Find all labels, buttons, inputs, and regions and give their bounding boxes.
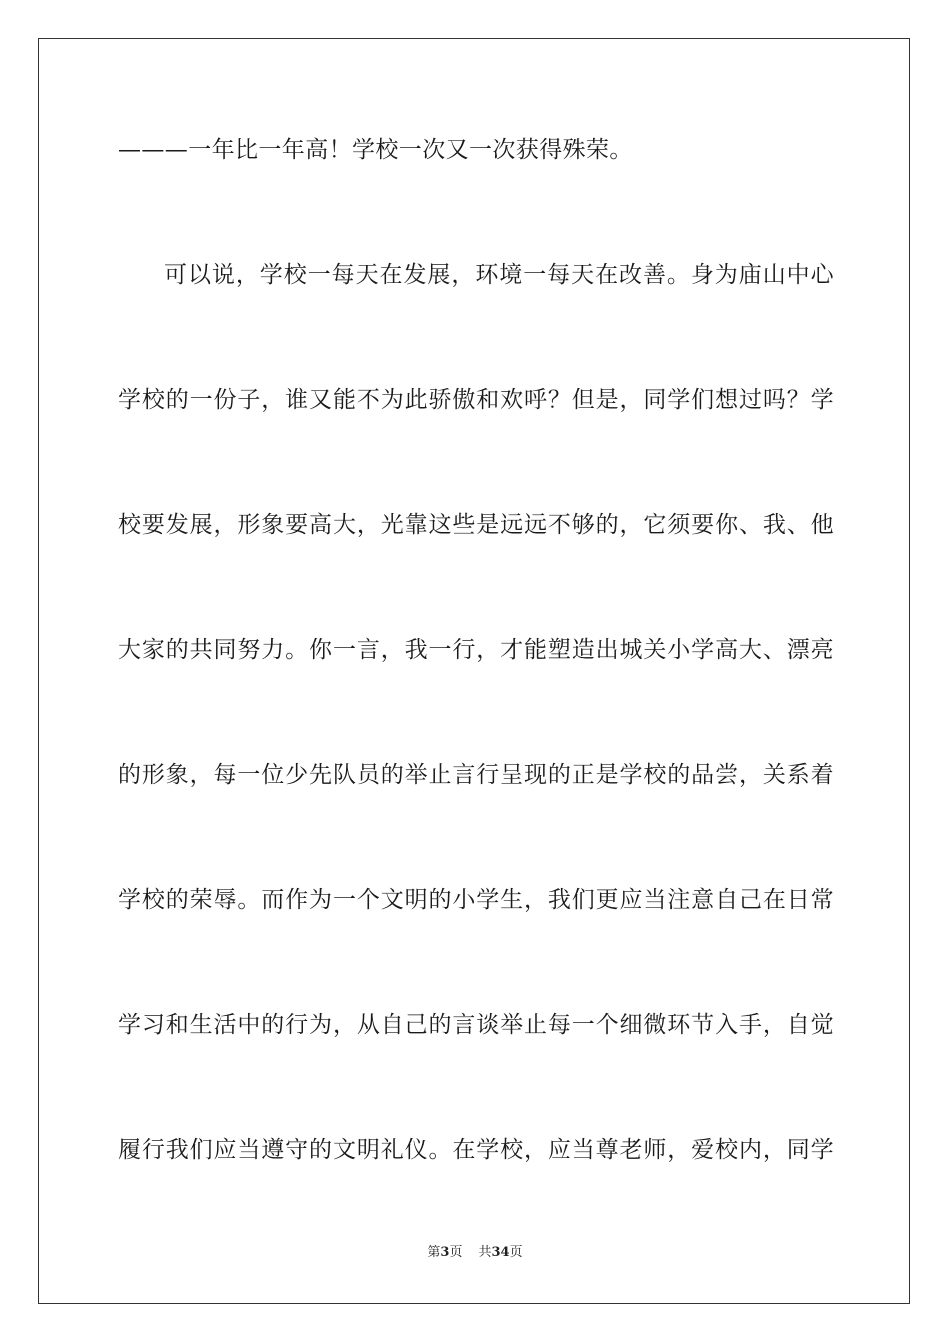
page-footer: [0, 1245, 950, 1261]
page-suffix: 页: [449, 1245, 463, 1260]
text-line-2: 可以说，学校一每天在发展，环境一每天在改善。身为庙山中心: [164, 262, 834, 288]
text-line-4: 校要发展，形象要高大，光靠这些是远远不够的，它须要你、我、他: [118, 512, 834, 538]
page-border: [38, 38, 910, 1304]
text-line-9: 履行我们应当遵守的文明礼仪。在学校，应当尊老师，爱校内，同学: [118, 1137, 834, 1163]
text-line-5: 大家的共同努力。你一言，我一行，才能塑造出城关小学高大、漂亮: [118, 637, 834, 663]
page-prefix: 第: [427, 1245, 441, 1260]
total-pages: 34: [491, 1245, 510, 1260]
text-line-3: 学校的一份子，谁又能不为此骄傲和欢呼？但是，同学们想过吗？学: [118, 387, 834, 413]
text-line-8: 学习和生活中的行为，从自己的言谈举止每一个细微环节入手，自觉: [118, 1012, 834, 1038]
total-suffix: 页: [509, 1245, 523, 1260]
text-line-7: 学校的荣辱。而作为一个文明的小学生，我们更应当注意自己在日常: [118, 887, 834, 913]
text-line-1: ———一年比一年高！学校一次又一次获得殊荣。: [118, 137, 633, 163]
text-line-6: 的形象，每一位少先队员的举止言行呈现的正是学校的品尝，关系着: [118, 762, 834, 788]
total-prefix: 共: [478, 1245, 492, 1260]
page-number: 3: [440, 1245, 450, 1260]
